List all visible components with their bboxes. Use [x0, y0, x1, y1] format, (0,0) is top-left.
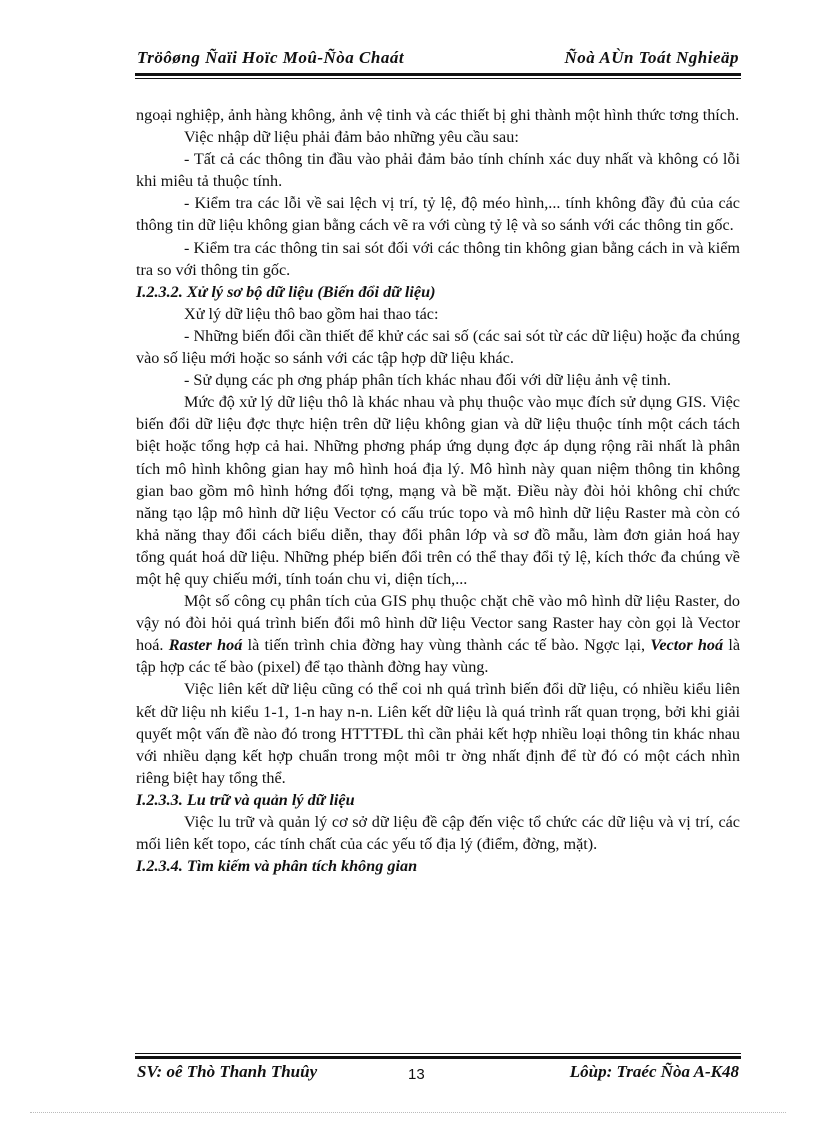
page-header — [135, 46, 741, 72]
footer-rule-thin — [135, 1053, 741, 1054]
paragraph: Xử lý dữ liệu thô bao gồm hai thao tác: — [184, 304, 439, 323]
paragraph: - Những biến đổi cần thiết để khử các sai số (các sai sót từ các dữ liệu) hoặc đa chúng vào số liệu mới hoặc so sánh với các tập hợp dữ liệu khác. — [136, 326, 740, 368]
header-school: Tröôøng Ñaïi Hoïc Moû-Ñòa Chaát — [137, 48, 405, 67]
page-number: 13 — [408, 1066, 425, 1083]
header-thesis-title: Ñoà AÙn Toát Nghieäp — [564, 48, 739, 67]
paragraph: ngoại nghiệp, ảnh hàng không, ảnh vệ tinh và các thiết bị ghi thành một hình thức tơng thích. — [136, 106, 740, 124]
paragraph: Việc nhập dữ liệu phải đảm bảo những yêu cầu sau: — [184, 128, 519, 147]
section-heading: I.2.3.4. Tìm kiếm và phân tích không gian — [136, 857, 418, 876]
paragraph: - Sử dụng các ph ơng pháp phân tích khác nhau đối với dữ liệu ảnh vệ tinh. — [184, 371, 671, 390]
page-bottom-dotted-line — [30, 1112, 786, 1113]
term-vector: Vector hoá — [650, 636, 724, 655]
paragraph: Mức độ xử lý dữ liệu thô là khác nhau và phụ thuộc vào mục đích sử dụng GIS. Việc biến đổi dữ liệu đợc thực hiện trên dữ liệu không gian và dữ liệu thuộc tính một cách tách biệt hoặc tổng hợp cả hai. Những phơng pháp ứng dụng đợc áp dụng rộng rãi nhất là phân tích mô hình không gian hay mô hình hoá địa lý. Mô hình này quan niệm thông tin không gian bao gồm mô hình hớng đối tợng, mạng và bề mặt. Điều này đòi hỏi không chỉ chức năng tạo lập mô hình dữ liệu Vector có cấu trúc topo và mô hình dữ liệu Raster mà còn có khả năng thay đổi cách biểu diễn, thay đổi phân lớp và sơ đồ mẫu, làm đơn giản hoá hay tổng quát hoá dữ liệu. Những phép biến đổi trên có thể thay đổi tỷ lệ, kích thớc đa chúng về một hệ quy chiếu mới, tính toán chu vi, diện tích,... — [136, 393, 740, 588]
footer-class: Lôùp: Traéc Ñòa A-K48 — [569, 1062, 739, 1081]
term-raster: Raster hoá — [168, 636, 243, 655]
header-rule-thick — [135, 73, 741, 76]
paragraph-text: là tiến trình chia đờng hay vùng thành các tế bào. Ngợc lại, — [242, 636, 651, 655]
header-rule-thin — [135, 78, 741, 79]
paragraph: Việc liên kết dữ liệu cũng có thể coi nh quá trình biến đổi dữ liệu, có nhiều kiểu liên kết dữ liệu nh kiểu 1-1, 1-n hay n-n. Liên kết dữ liệu là quá trình rất quan trọng, bởi khi giải quyết một vấn đề nào đó trong HTTTĐL thì cần phải kết hợp nhiều loại thông tin khác nhau với nhiều dạng kết hợp chuẩn trong một môi tr ờng nhất định để từ đó có một cách nhìn riêng biệt hay tổng thể. — [136, 680, 740, 787]
paragraph: - Tất cả các thông tin đầu vào phải đảm bảo tính chính xác duy nhất và không có lỗi khi miêu tả thuộc tính. — [136, 150, 740, 191]
footer-rule-thick — [135, 1056, 741, 1059]
section-heading: I.2.3.3. Lu trữ và quản lý dữ liệu — [136, 790, 355, 809]
paragraph-text: là tập hợp các tế bào (pixel) để tạo thành đờng hay vùng. — [136, 636, 741, 677]
paragraph-text: Một số công cụ phân tích của GIS phụ thuộc chặt chẽ vào mô hình dữ liệu Raster, do vậy nó đòi hỏi quá trình biến đổi mô hình dữ liệu Vector sang Raster hay còn gọi là Vector hoá. — [136, 592, 740, 655]
paragraph: Việc lu trữ và quản lý cơ sở dữ liệu đề cập đến việc tổ chức các dữ liệu và vị trí, các mối liên kết topo, các tính chất của các yếu tố địa lý (điểm, đờng, mặt). — [136, 813, 740, 854]
paragraph: - Kiểm tra các lỗi về sai lệch vị trí, tỷ lệ, độ méo hình,... tính không đầy đủ của các thông tin dữ liệu không gian bằng cách vẽ ra với cùng tỷ lệ và so sánh với các thông tin gốc. — [136, 194, 740, 235]
page-body — [136, 104, 740, 877]
footer-student: SV: oê Thò Thanh Thuûy — [137, 1062, 318, 1081]
section-heading: I.2.3.2. Xử lý sơ bộ dữ liệu (Biến đổi dữ liệu) — [136, 282, 436, 301]
paragraph — [136, 590, 740, 678]
paragraph: - Kiểm tra các thông tin sai sót đối với các thông tin không gian bằng cách in và kiểm tra so với thông tin gốc. — [136, 238, 740, 279]
